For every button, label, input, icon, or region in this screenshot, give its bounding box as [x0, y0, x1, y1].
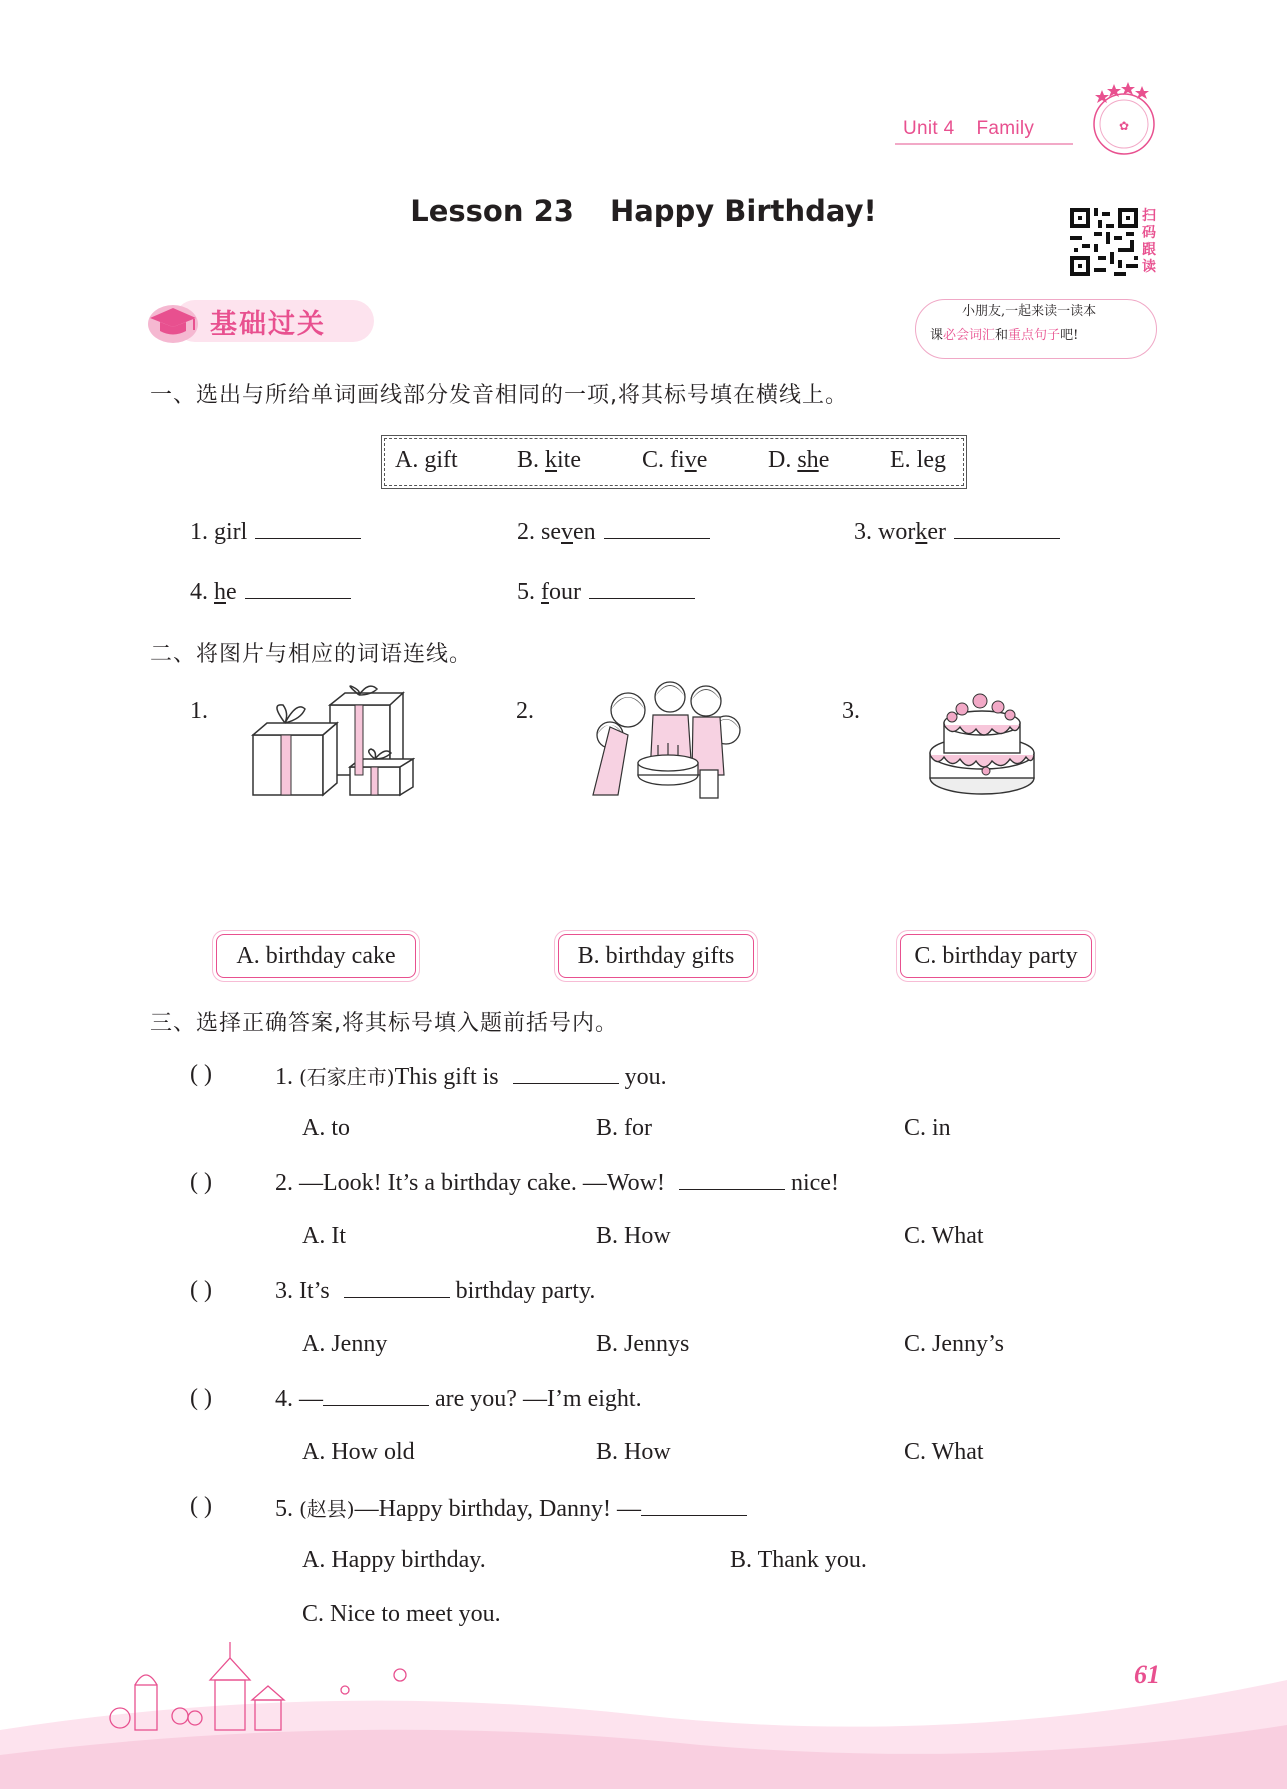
picture-number-3: 3.	[842, 698, 860, 724]
p1-question-5: 5. four	[517, 578, 695, 606]
tip-text: 吧!	[1060, 328, 1079, 343]
p1-question-3: 3. worker	[854, 518, 1060, 546]
part2-instruction: 二、将图片与相应的词语连线。	[150, 642, 473, 667]
footer-decoration	[0, 1620, 1287, 1789]
banner-label: 基础过关	[210, 309, 326, 340]
answer-blank[interactable]	[513, 1063, 619, 1084]
section-banner	[146, 298, 374, 346]
answer-blank[interactable]	[255, 518, 361, 539]
picture-number-1: 1.	[190, 698, 208, 724]
picture-number-2: 2.	[516, 698, 534, 724]
p3-question-1: 1. (石家庄市)This gift is you.	[275, 1064, 667, 1090]
word-birthday-gifts[interactable]: B. birthday gifts	[558, 934, 754, 978]
birthday-cake-image	[922, 683, 1042, 803]
question-source: (石家庄市)	[299, 1065, 395, 1089]
tip-highlight-sentences: 重点句子	[1008, 328, 1061, 343]
option-b: B. kite	[517, 447, 582, 473]
option-box	[384, 438, 964, 486]
svg-text:✿: ✿	[1118, 119, 1130, 133]
part1-instruction: 一、选出与所给单词画线部分发音相同的一项,将其标号填在横线上。	[150, 383, 848, 408]
qr-label: 扫码跟读	[1142, 208, 1156, 275]
gift-boxes-image	[245, 685, 415, 805]
tip-highlight-vocab: 必会词汇	[943, 328, 996, 343]
tip-text: 和	[995, 328, 1009, 343]
header-divider	[895, 143, 1073, 145]
p1-question-1: 1. girl	[190, 518, 361, 546]
option-e: E. leg	[890, 447, 946, 473]
answer-blank[interactable]	[245, 578, 351, 599]
answer-blank[interactable]	[344, 1277, 450, 1298]
p1-question-4: 4. he	[190, 578, 351, 606]
q3-choice-b[interactable]: B. Jennys	[596, 1331, 690, 1357]
answer-bracket-2[interactable]: ( )	[190, 1169, 212, 1195]
answer-blank[interactable]	[323, 1385, 429, 1406]
word-birthday-cake[interactable]: A. birthday cake	[216, 934, 416, 978]
option-d: D. she	[768, 447, 830, 473]
q4-choice-b[interactable]: B. How	[596, 1439, 671, 1465]
p3-question-3: 3. It’s birthday party.	[275, 1278, 596, 1304]
unit-label	[903, 118, 1034, 140]
tip-text: 课	[930, 328, 944, 343]
part3-instruction: 三、选择正确答案,将其标号填入题前括号内。	[150, 1011, 618, 1036]
graduation-cap-icon	[146, 300, 200, 344]
q3-choice-c[interactable]: C. Jenny’s	[904, 1331, 1005, 1357]
q4-choice-c[interactable]: C. What	[904, 1439, 984, 1465]
q1-choice-a[interactable]: A. to	[302, 1115, 350, 1141]
lesson-name: Happy Birthday!	[609, 194, 877, 228]
q5-choice-b[interactable]: B. Thank you.	[730, 1547, 867, 1573]
tip-line-1: 小朋友,一起来读一读本	[962, 304, 1097, 319]
tip-bubble	[915, 299, 1157, 359]
p3-question-4: 4. — are you? —I’m eight.	[275, 1386, 642, 1412]
page-number: 61	[1134, 1660, 1160, 1689]
q1-choice-c[interactable]: C. in	[904, 1115, 951, 1141]
birthday-party-image	[588, 675, 748, 805]
q1-choice-b[interactable]: B. for	[596, 1115, 652, 1141]
answer-bracket-5[interactable]: ( )	[190, 1493, 212, 1519]
answer-bracket-3[interactable]: ( )	[190, 1277, 212, 1303]
q4-choice-a[interactable]: A. How old	[302, 1439, 415, 1465]
q5-choice-c[interactable]: C. Nice to meet you.	[302, 1601, 501, 1627]
answer-bracket-4[interactable]: ( )	[190, 1385, 212, 1411]
qr-code-icon[interactable]	[1070, 208, 1138, 276]
word-birthday-party[interactable]: C. birthday party	[900, 934, 1092, 978]
q3-choice-a[interactable]: A. Jenny	[302, 1331, 388, 1357]
option-c: C. five	[642, 447, 708, 473]
unit-number: Unit 4	[903, 118, 955, 139]
answer-bracket-1[interactable]: ( )	[190, 1061, 212, 1087]
tip-line-2	[916, 324, 1156, 348]
answer-blank[interactable]	[954, 518, 1060, 539]
q2-choice-b[interactable]: B. How	[596, 1223, 671, 1249]
p3-question-2: 2. —Look! It’s a birthday cake. —Wow! nice!	[275, 1170, 839, 1196]
q2-choice-c[interactable]: C. What	[904, 1223, 984, 1249]
answer-blank[interactable]	[604, 518, 710, 539]
publisher-logo-icon	[1084, 80, 1164, 160]
answer-blank[interactable]	[641, 1495, 747, 1516]
q2-choice-a[interactable]: A. It	[302, 1223, 346, 1249]
q5-choice-a[interactable]: A. Happy birthday.	[302, 1547, 486, 1573]
p3-question-5: 5. (赵县)—Happy birthday, Danny! —	[275, 1493, 747, 1523]
answer-blank[interactable]	[679, 1169, 785, 1190]
question-source: (赵县)	[299, 1497, 355, 1521]
p1-question-2: 2. seven	[517, 518, 710, 546]
lesson-number: Lesson 23	[410, 194, 574, 228]
unit-topic: Family	[976, 118, 1035, 139]
answer-blank[interactable]	[589, 578, 695, 599]
option-a: A. gift	[395, 447, 458, 473]
